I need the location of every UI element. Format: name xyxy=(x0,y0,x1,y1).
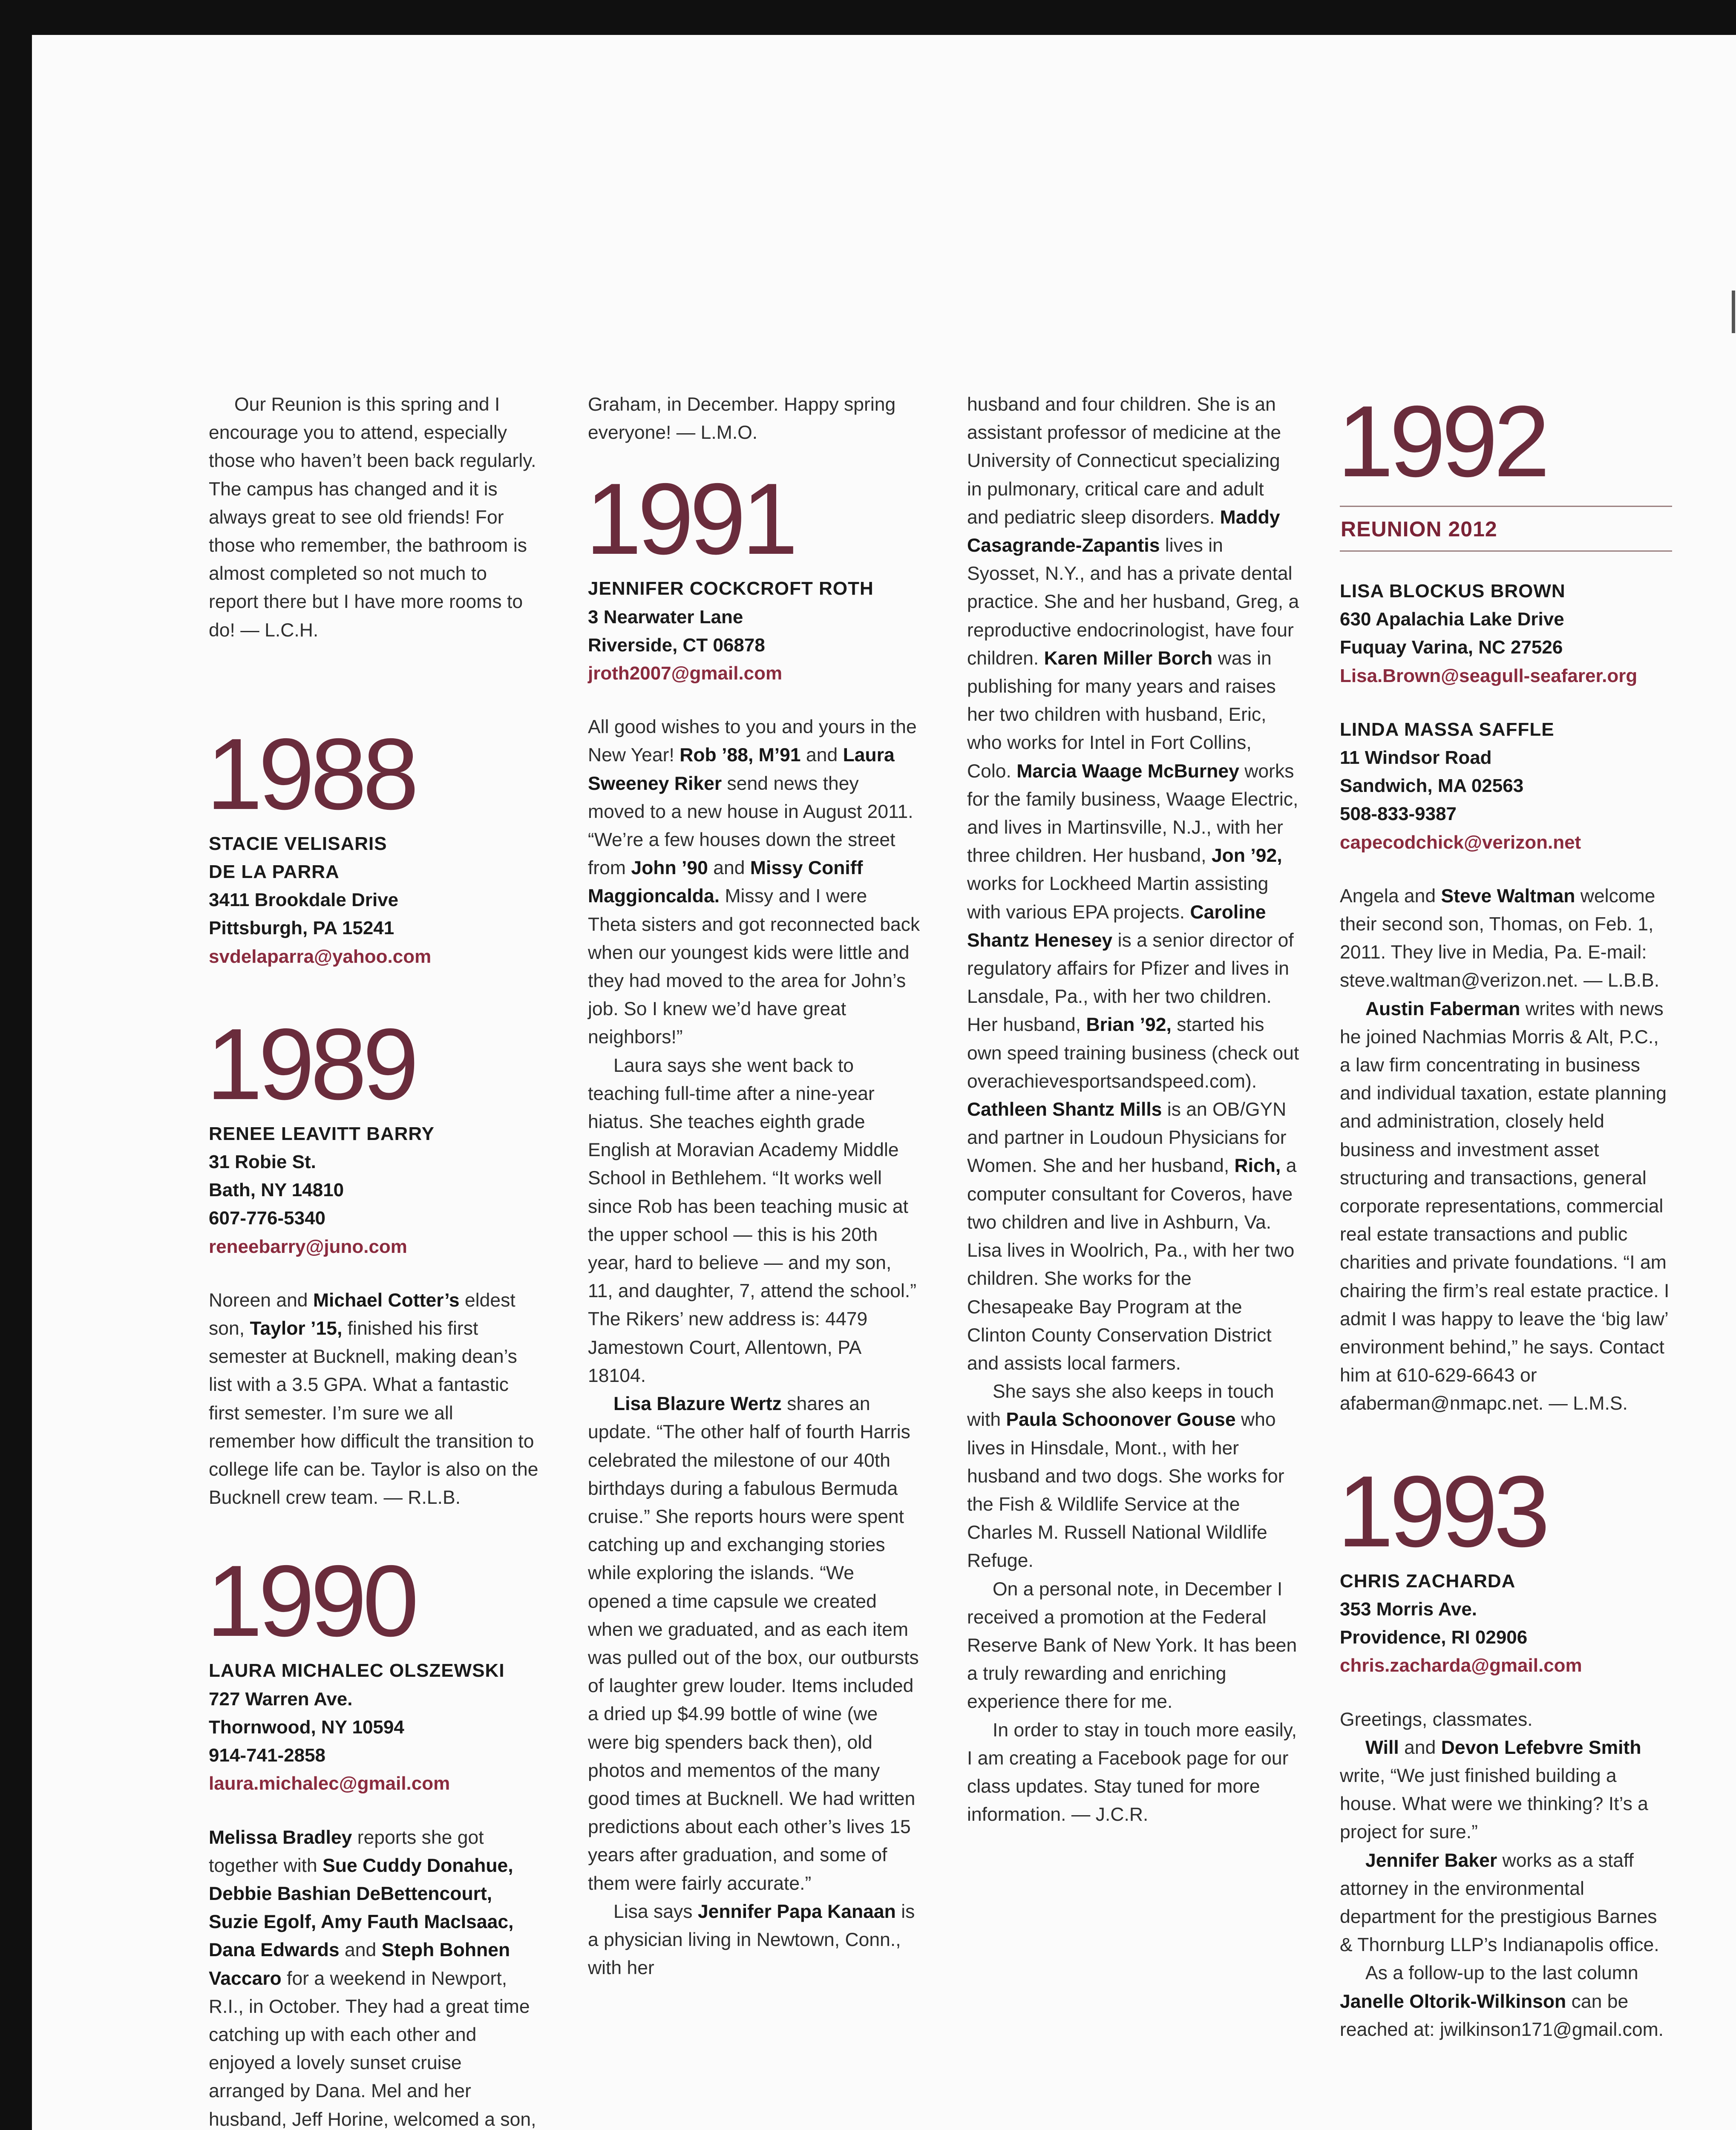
contact-city: Riverside, CT 06878 xyxy=(588,634,765,656)
contact-city: Sandwich, MA 02563 xyxy=(1340,775,1524,797)
news-paragraph-1990: Melissa Bradley reports she got together with Sue Cuddy Donahue, Debbie Bashian DeBettencourt, Suzie Egolf, Amy Fauth MacIsaac, Dana Edwards and Steph Bohnen Vaccaro for a weekend in Newport, R.I., in October. They had a great time catching up with each other and enjoyed a lovely sunset cruise arranged by Dana. Mel and her husband, Jeff Horine, welcomed a son, xyxy=(209,1827,536,2130)
year-heading-1993: 1993 xyxy=(1337,1455,1546,1568)
contact-name: RENEE LEAVITT BARRY xyxy=(209,1123,435,1144)
contact-address: 630 Apalachia Lake Drive xyxy=(1340,609,1564,630)
contact-name: LAURA MICHALEC OLSZEWSKI xyxy=(209,1660,505,1681)
year-heading-1991: 1991 xyxy=(585,463,794,576)
contact-email-link[interactable]: chris.zacharda@gmail.com xyxy=(1340,1655,1582,1676)
contact-address: 727 Warren Ave. xyxy=(209,1688,353,1710)
contact-name: CHRIS ZACHARDA xyxy=(1340,1570,1516,1592)
contact-phone: 607-776-5340 xyxy=(209,1208,326,1229)
news-paragraph: husband and four children. She is an assistant professor of medicine at the University of Connecticut specializing in pulmonary, critical care and adult and pediatric sleep disorders. Maddy Casagrande-Zapantis lives in Syosset, N.Y., and has a private dental practice. She and her husband, Greg, a reproductive endocrinologist, have four children. Karen Miller Borch was in publishing for many years and raises her two children with husband, Eric, who works for Intel in Fort Collins, Colo. Marcia Waage McBurney works for the family business, Waage Electric, and lives in Martinsville, N.J., with her three children. Her husband, Jon ’92, works for Lockheed Martin assisting with various EPA projects. Caroline Shantz Henesey is a senior director of regulatory affairs for Pfizer and lives in Lansdale, Pa., with her two children. Her husband, Brian ’92, started his own speed training business (check out overachievesportsandspeed.com). Cathleen Shantz Mills is an OB/GYN and partner in Loudoun Physicians for Women. She and her husband, Rich, a computer consultant for Coveros, have two children and live in Ashburn, Va. Lisa lives in Woolrich, Pa., with her two children. She works for the Chesapeake Bay Program at the Clinton County Conservation District and assists local farmers. xyxy=(967,394,1299,1374)
contact-address: 31 Robie St. xyxy=(209,1151,316,1173)
reunion-banner: REUNION 2012 xyxy=(1340,506,1672,552)
class-contact-1993 xyxy=(1340,1567,1672,1680)
news-paragraph: Angela and Steve Waltman welcome their second son, Thomas, on Feb. 1, 2011. They live in Media, Pa. E-mail: steve.waltman@verizon.net. — L.B.B. xyxy=(1340,885,1660,991)
column-4 xyxy=(1337,385,1672,2044)
year-heading-1990: 1990 xyxy=(206,1545,415,1658)
intro-paragraph: Our Reunion is this spring and I encourage you to attend, especially those who haven’t been back regularly. The campus has changed and it is always great to see old friends! For those who remember, the bathroom is almost completed so not much to report there but I have more rooms to do! — L.C.H. xyxy=(209,394,536,641)
column-1 xyxy=(206,391,541,2130)
class-contact-1989 xyxy=(209,1120,541,1261)
news-paragraph: Laura says she went back to teaching full-time after a nine-year hiatus. She teaches eighth grade English at Moravian Academy Middle School in Bethlehem. “It works well since Rob has been teaching music at the upper school — this is his 20th year, hard to believe — and my son, 11, and daughter, 7, attend the school.” The Rikers’ new address is: 4479 Jamestown Court, Allentown, PA 18104. xyxy=(588,1055,917,1386)
contact-email-link[interactable]: capecodchick@verizon.net xyxy=(1340,832,1581,853)
news-paragraph: She says she also keeps in touch with Paula Schoonover Gouse who lives in Hinsdale, Mont., with her husband and two dogs. She works for the Fish & Wildlife Service at the Charles M. Russell National Wildlife Refuge. xyxy=(967,1381,1284,1572)
contact-email-link[interactable]: laura.michalec@gmail.com xyxy=(209,1773,450,1794)
contact-name-cont: DE LA PARRA xyxy=(209,861,340,883)
news-paragraph-1989: Noreen and Michael Cotter’s eldest son, Taylor ’15, finished his first semester at Bucknell, making dean’s list with a 3.5 GPA. What a fantastic first semester. I’m sure we all remember how difficult the transition to college life can be. Taylor is also on the Bucknell crew team. — R.L.B. xyxy=(209,1290,538,1508)
class-contact-1992 xyxy=(1340,577,1672,690)
page-edge-mark xyxy=(1732,291,1735,333)
contact-email-link[interactable]: Lisa.Brown@seagull-seafarer.org xyxy=(1340,665,1638,686)
news-paragraph: As a follow-up to the last column Janelle Oltorik-Wilkinson can be reached at: jwilkinson171@gmail.com. xyxy=(1340,1963,1664,2040)
contact-phone: 914-741-2858 xyxy=(209,1745,326,1766)
column-2 xyxy=(585,391,920,1982)
year-heading-1992: 1992 xyxy=(1337,385,1546,498)
news-paragraph: Lisa Blazure Wertz shares an update. “The other half of fourth Harris celebrated the milestone of our 40th birthdays during a fabulous Bermuda cruise.” She reports hours were spent catching up and exchanging stories while exploring the islands. “We opened a time capsule we created when we graduated, and as each item was pulled out of the box, our outbursts of laughter grew louder. Items included a dried up $4.99 bottle of wine (we were big spenders back then), old photos and mementos of the many good times at Bucknell. We had written predictions about each other’s lives 15 years after graduation, and some of them were fairly accurate.” xyxy=(588,1393,919,1894)
column-3 xyxy=(967,391,1299,1829)
news-paragraph: In order to stay in touch more easily, I am creating a Facebook page for our class updates. Stay tuned for more information. — J.C.R. xyxy=(967,1719,1297,1825)
news-paragraph: On a personal note, in December I received a promotion at the Federal Reserve Bank of New York. It has been a truly rewarding and enriching experience there for me. xyxy=(967,1578,1297,1713)
continued-paragraph: Graham, in December. Happy spring everyone! — L.M.O. xyxy=(588,394,896,443)
class-contact-1992-second xyxy=(1340,716,1672,857)
contact-address: 3 Nearwater Lane xyxy=(588,606,743,627)
contact-name: JENNIFER COCKCROFT ROTH xyxy=(588,578,874,599)
contact-address: 3411 Brookdale Drive xyxy=(209,889,399,911)
contact-address: 11 Windsor Road xyxy=(1340,747,1492,769)
news-paragraph: Will and Devon Lefebvre Smith write, “We just finished building a house. What were we thinking? It’s a project for sure.” xyxy=(1340,1737,1648,1843)
contact-name: LINDA MASSA SAFFLE xyxy=(1340,719,1555,740)
contact-city: Providence, RI 02906 xyxy=(1340,1627,1528,1648)
news-paragraph: Lisa says Jennifer Papa Kanaan is a physician living in Newtown, Conn., with her xyxy=(588,1901,915,1979)
contact-name: STACIE VELISARIS xyxy=(209,833,387,854)
magazine-page xyxy=(32,35,1736,2130)
contact-email-link[interactable]: reneebarry@juno.com xyxy=(209,1236,407,1257)
news-paragraph: Greetings, classmates. xyxy=(1340,1709,1533,1730)
contact-city: Pittsburgh, PA 15241 xyxy=(209,918,394,939)
contact-city: Thornwood, NY 10594 xyxy=(209,1716,404,1738)
contact-phone: 508-833-9387 xyxy=(1340,803,1457,825)
contact-name: LISA BLOCKUS BROWN xyxy=(1340,581,1566,602)
contact-address: 353 Morris Ave. xyxy=(1340,1598,1477,1620)
year-heading-1988: 1988 xyxy=(206,717,415,831)
news-paragraph: Austin Faberman writes with news he joined Nachmias Morris & Alt, P.C., a law firm concentrating in business and individual taxation, estate planning and administration, closely held business and investment asset structuring and transactions, general corporate representations, commercial real estate transactions and public charities and private foundations. “I am chairing the firm’s real estate practice. I admit I was happy to leave the ‘big law’ environment behind,” he says. Contact him at 610-629-6643 or afaberman@nmapc.net. — L.M.S. xyxy=(1340,998,1670,1414)
contact-city: Bath, NY 14810 xyxy=(209,1180,344,1201)
contact-email-link[interactable]: jroth2007@gmail.com xyxy=(588,663,783,684)
contact-city: Fuquay Varina, NC 27526 xyxy=(1340,637,1563,658)
class-contact-1990 xyxy=(209,1657,541,1798)
contact-email-link[interactable]: svdelaparra@yahoo.com xyxy=(209,946,432,967)
class-contact-1988 xyxy=(209,830,541,971)
year-heading-1989: 1989 xyxy=(206,1007,415,1121)
news-paragraph: Jennifer Baker works as a staff attorney in the environmental department for the prestigious Barnes & Thornburg LLP’s Indianapolis office. xyxy=(1340,1850,1659,1956)
news-paragraph: All good wishes to you and yours in the New Year! Rob ’88, M’91 and Laura Sweeney Riker send news they moved to a new house in August 2011. “We’re a few houses down the street from John ’90 and Missy Coniff Maggioncalda. Missy and I were Theta sisters and got reconnected back when our youngest kids were little and they had moved to the area for John’s job. So I knew we’d have great neighbors!” xyxy=(588,717,920,1048)
class-contact-1991 xyxy=(588,575,920,688)
